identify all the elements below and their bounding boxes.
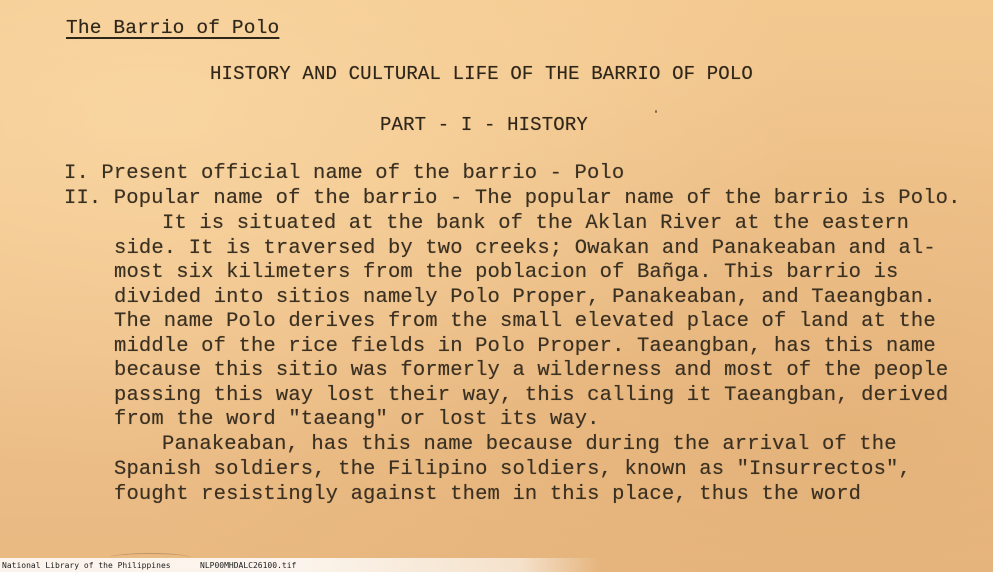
scan-filename: NLP00MHDALC26100.tif — [200, 561, 297, 570]
text-line-10: passing this way lost their way, this calling it Taeangban, derived — [114, 384, 949, 407]
text-line-6: divided into sitios namely Polo Proper, Panakeaban, and Taeangban. — [114, 286, 936, 309]
text-line-5: most six kilimeters from the poblacion of Bañga. This barrio is — [114, 261, 899, 284]
library-credit: National Library of the Philippines — [2, 561, 171, 570]
text-line-7: The name Polo derives from the small elevated place of land at the — [114, 310, 936, 333]
text-line-9: because this sitio was formerly a wilderness and most of the people — [114, 359, 949, 382]
text-line-11: from the word "taeang" or lost its way. — [114, 408, 600, 431]
scan-footer — [0, 558, 993, 572]
text-line-13: Spanish soldiers, the Filipino soldiers, known as "Insurrectos", — [114, 458, 911, 481]
text-line-4: side. It is traversed by two creeks; Owakan and Panakeaban and al- — [114, 237, 936, 260]
text-line-2: II. Popular name of the barrio - The popular name of the barrio is Polo. — [64, 187, 961, 210]
document-header: The Barrio of Polo — [66, 17, 280, 39]
text-line-3: It is situated at the bank of the Aklan River at the eastern — [162, 212, 910, 235]
paper-speck — [655, 110, 657, 113]
text-line-12: Panakeaban, has this name because during the arrival of the — [162, 433, 897, 456]
part-heading: PART - I - HISTORY — [380, 114, 588, 136]
text-line-8: middle of the rice fields in Polo Proper. Taeangban, has this name — [114, 335, 936, 358]
text-line-1: I. Present official name of the barrio - Polo — [64, 162, 625, 185]
document-title: HISTORY AND CULTURAL LIFE OF THE BARRIO OF POLO — [210, 63, 753, 85]
text-line-14: fought resistingly against them in this place, thus the word — [114, 483, 862, 506]
